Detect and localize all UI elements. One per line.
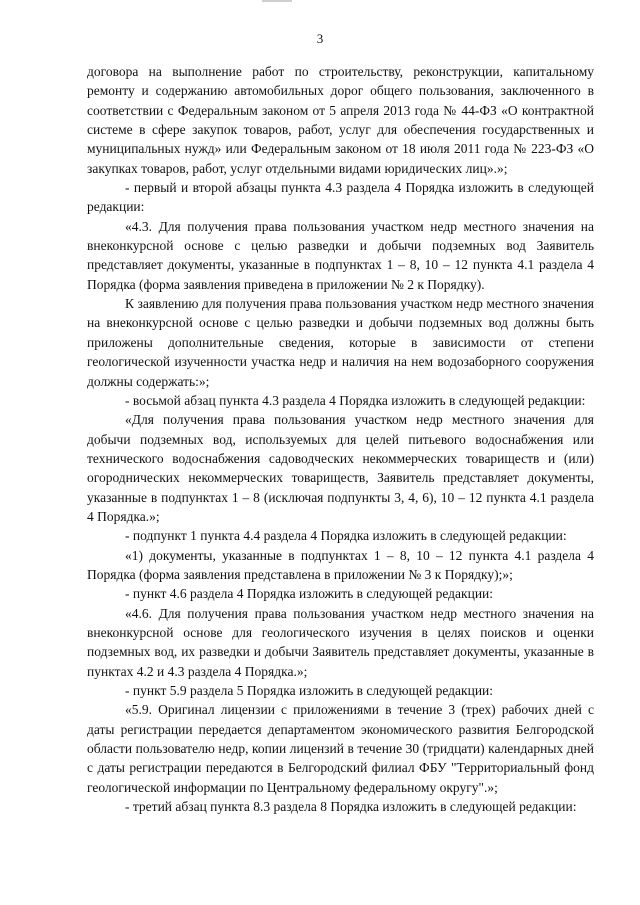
- paragraph-3: «4.3. Для получения права пользования участком недр местного значения на внеконкурсной основе с целью разведки и добычи подземных вод Заявитель представляет документы, указанные в подпунктах 1 – 8, 10 – 12 пункта 4.1 раздела 4 Порядка (форма заявления приведена в приложении № 2 к Порядку).: [87, 218, 594, 292]
- paragraph-7: - подпункт 1 пункта 4.4 раздела 4 Порядка изложить в следующей редакции:: [125, 528, 567, 544]
- paragraph-13: - третий абзац пункта 8.3 раздела 8 Порядка изложить в следующей редакции:: [125, 799, 577, 815]
- paragraph-1: договора на выполнение работ по строительству, реконструкции, капитальному ремонту и содержанию автомобильных дорог общего пользования, заключенного в соответствии с Федеральным законом от 5 апреля 2013 года № 44-ФЗ «О контрактной системе в сфере закупок товаров, работ, услуг для обеспечения государственных и муниципальных нужд» или Федеральным законом от 18 июля 2011 года № 223-ФЗ «О закупках товаров, работ, услуг отдельными видами юридических лиц».»;: [87, 64, 594, 176]
- paragraph-6: «Для получения права пользования участком недр местного значения для добычи подземных вод, используемых для целей питьевого водоснабжения или технического водоснабжения садоводческих некоммерческих товариществ и (или) огороднических некоммерческих товариществ, Заявитель представляет документы, указанные в подпунктах 1 – 8 (исключая подпункты 3, 4, 6), 10 – 12 пункта 4.1 раздела 4 Порядка.»;: [87, 412, 594, 524]
- paragraph-8: «1) документы, указанные в подпунктах 1 – 8, 10 – 12 пункта 4.1 раздела 4 Порядка (форма заявления представлена в приложении № 3 к Порядку);»;: [87, 547, 594, 582]
- paragraph-2: - первый и второй абзацы пункта 4.3 раздела 4 Порядка изложить в следующей редакции:: [87, 180, 594, 215]
- paragraph-9: - пункт 4.6 раздела 4 Порядка изложить в следующей редакции:: [125, 586, 494, 602]
- paragraph-4: К заявлению для получения права пользования участком недр местного значения на внеконкурсной основе с целью разведки и добычи подземных вод должны быть приложены дополнительные сведения, которые в зависимости от степени геологической изученности участка недр и наличия на нем водозаборного сооружения должны содержать:»;: [87, 296, 594, 389]
- paragraph-11: - пункт 5.9 раздела 5 Порядка изложить в следующей редакции:: [125, 683, 494, 698]
- paragraph-10: «4.6. Для получения права пользования участком недр местного значения на внеконкурсной основе для геологического изучения в целях поисков и оценки подземных вод, их разведки и добычи Заявитель представляет документы, указанные в пунктах 4.2 и 4.3 раздела 4 Порядка.»;: [87, 605, 594, 679]
- document-body: [87, 62, 594, 816]
- paragraph-5: - восьмой абзац пункта 4.3 раздела 4 Порядка изложить в следующей редакции:: [125, 392, 586, 408]
- scan-mark: [262, 0, 292, 2]
- paragraph-12: «5.9. Оригинал лицензии с приложениями в течение 3 (трех) рабочих дней с даты регистрации передается департаментом экономического развития Белгородской области пользователю недр, копии лицензий в течение 30 (тридцати) календарных дней с даты регистрации передаются в Белгородский филиал ФБУ "Территориальный фонд геологической информации по Центральному федеральному округу".»;: [87, 702, 594, 795]
- page-number: 3: [316, 31, 324, 46]
